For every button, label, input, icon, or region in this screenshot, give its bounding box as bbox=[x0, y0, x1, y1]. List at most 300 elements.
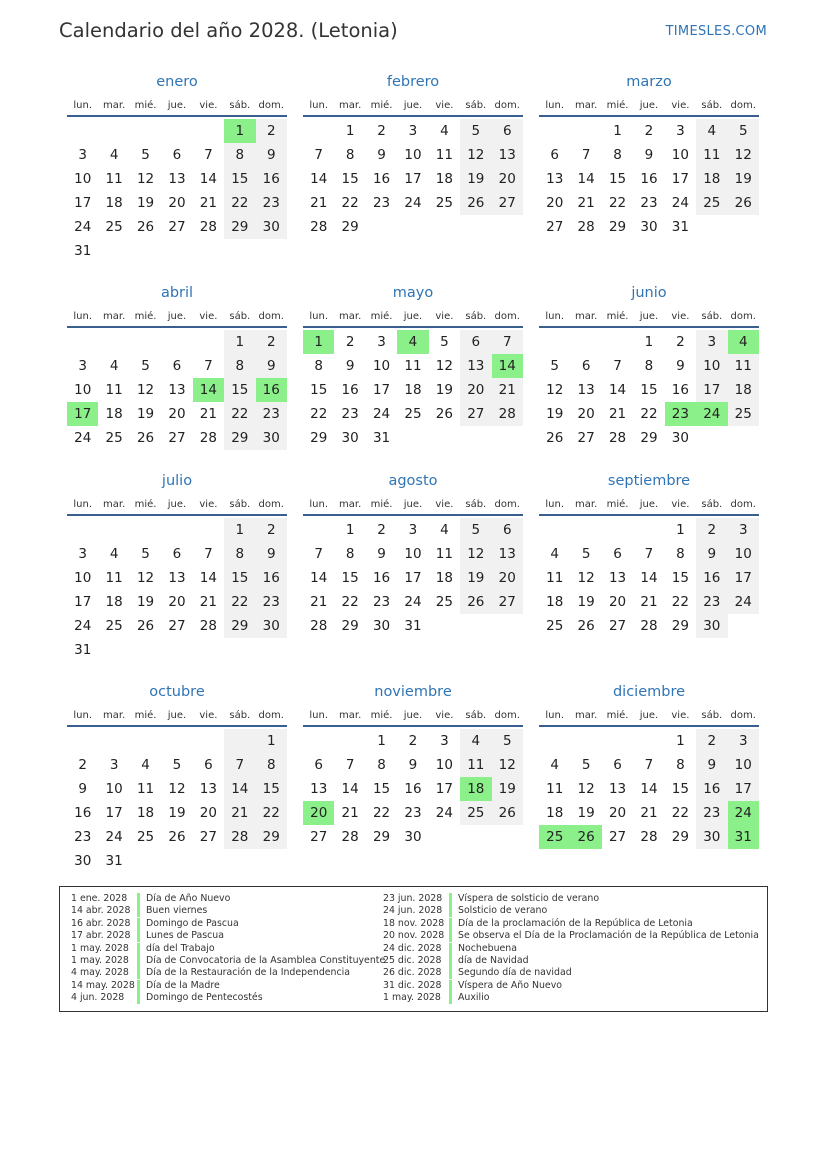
day-cell: 30 bbox=[372, 618, 391, 634]
weekday-label: vie. bbox=[671, 311, 690, 322]
day-cell: 19 bbox=[168, 805, 186, 821]
empty-cell bbox=[570, 729, 601, 753]
day-cell: 15 bbox=[310, 382, 328, 398]
empty-cell bbox=[67, 119, 98, 143]
legend-text: Día de Año Nuevo bbox=[146, 893, 231, 904]
legend-text: Solsticio de verano bbox=[458, 905, 548, 917]
day-cell: 7 bbox=[204, 358, 213, 374]
day-cell: 13 bbox=[310, 781, 328, 797]
day-cell: 20 bbox=[546, 195, 564, 211]
day-cell: 4 bbox=[109, 358, 119, 374]
day-cell: 24 bbox=[404, 594, 422, 610]
day-cell: 14 bbox=[310, 171, 328, 187]
weekday-label: mar. bbox=[103, 710, 126, 721]
day-cell: 6 bbox=[204, 757, 213, 773]
weekday-label: dom. bbox=[494, 311, 520, 322]
day-cell: 24 bbox=[435, 805, 453, 821]
day-cell: 10 bbox=[74, 382, 92, 398]
day-cell: 16 bbox=[256, 566, 287, 590]
day-cell: 8 bbox=[644, 358, 654, 374]
day-cell: 8 bbox=[676, 757, 685, 773]
day-cell: 27 bbox=[608, 829, 627, 845]
month-name: agosto bbox=[388, 473, 438, 489]
day-cell: 12 bbox=[460, 143, 491, 167]
empty-cell bbox=[193, 518, 224, 542]
holiday-day-cell: 1 bbox=[303, 330, 334, 354]
holiday-day-cell: 23 bbox=[665, 402, 696, 426]
day-cell: 30 bbox=[74, 853, 92, 869]
month-julio bbox=[67, 469, 287, 662]
legend-date: 20 nov. 2028 bbox=[383, 930, 445, 942]
day-cell: 8 bbox=[676, 546, 685, 562]
days-grid bbox=[67, 117, 287, 263]
day-cell: 17 bbox=[372, 382, 391, 398]
weekday-label: lun. bbox=[545, 499, 565, 510]
day-cell: 26 bbox=[492, 801, 523, 825]
day-cell: 1 bbox=[676, 733, 685, 749]
day-cell: 23 bbox=[341, 406, 359, 422]
day-cell: 16 bbox=[696, 777, 727, 801]
weekday-label: jue. bbox=[167, 710, 187, 721]
legend-date: 4 may. 2028 bbox=[71, 967, 129, 979]
days-grid bbox=[67, 727, 287, 873]
holiday-day-cell: 31 bbox=[728, 825, 759, 849]
day-cell: 11 bbox=[105, 382, 123, 398]
day-cell: 5 bbox=[728, 119, 759, 143]
legend-date: 14 abr. 2028 bbox=[71, 905, 131, 917]
legend-item bbox=[383, 930, 759, 942]
empty-cell bbox=[67, 330, 98, 354]
day-cell: 5 bbox=[581, 546, 591, 562]
day-cell: 21 bbox=[640, 594, 658, 610]
empty-cell bbox=[539, 119, 570, 143]
days-grid bbox=[303, 328, 523, 450]
day-cell: 3 bbox=[78, 147, 87, 163]
empty-cell bbox=[570, 119, 601, 143]
day-cell: 24 bbox=[728, 590, 759, 614]
legend-text: Se observa el Día de la Proclamación de la República de Letonia bbox=[458, 930, 759, 942]
weekday-label: jue. bbox=[403, 499, 423, 510]
empty-cell bbox=[161, 518, 192, 542]
day-cell: 13 bbox=[199, 781, 217, 797]
legend-date: 14 may. 2028 bbox=[71, 979, 135, 991]
day-cell: 19 bbox=[460, 566, 491, 590]
days-grid bbox=[539, 727, 759, 849]
day-cell: 12 bbox=[136, 570, 155, 586]
weekday-label: sáb. bbox=[465, 100, 487, 111]
legend-date: 18 nov. 2028 bbox=[383, 917, 445, 929]
legend-item bbox=[71, 992, 385, 1004]
weekday-header bbox=[67, 94, 287, 117]
day-cell: 11 bbox=[696, 143, 727, 167]
legend-text: Nochebuena bbox=[458, 942, 517, 954]
day-cell: 17 bbox=[728, 566, 759, 590]
legend-date: 23 jun. 2028 bbox=[383, 893, 443, 904]
day-cell: 5 bbox=[141, 358, 150, 374]
day-cell: 14 bbox=[577, 171, 595, 187]
empty-cell bbox=[161, 729, 192, 753]
holiday-marker bbox=[449, 943, 452, 955]
day-cell: 5 bbox=[550, 358, 559, 374]
day-cell: 15 bbox=[671, 781, 689, 797]
holiday-marker bbox=[137, 943, 140, 955]
day-cell: 10 bbox=[404, 147, 422, 163]
legend-item bbox=[383, 992, 759, 1004]
day-cell: 1 bbox=[613, 123, 622, 139]
day-cell: 25 bbox=[105, 430, 123, 446]
legend-column-left bbox=[71, 893, 385, 1005]
day-cell: 20 bbox=[168, 594, 186, 610]
day-cell: 5 bbox=[440, 334, 449, 350]
empty-cell bbox=[602, 518, 633, 542]
day-cell: 29 bbox=[341, 618, 359, 634]
day-cell: 14 bbox=[608, 382, 627, 398]
month-name: marzo bbox=[626, 74, 672, 90]
empty-cell bbox=[303, 518, 334, 542]
day-cell: 4 bbox=[550, 757, 559, 773]
weekday-label: sáb. bbox=[229, 311, 251, 322]
days-grid bbox=[539, 516, 759, 638]
weekday-label: jue. bbox=[167, 311, 187, 322]
month-octubre bbox=[67, 680, 287, 873]
day-cell: 5 bbox=[141, 147, 150, 163]
day-cell: 8 bbox=[345, 147, 355, 163]
day-cell: 22 bbox=[671, 594, 689, 610]
holiday-day-cell: 14 bbox=[193, 378, 224, 402]
weekday-label: dom. bbox=[730, 100, 756, 111]
weekday-label: lun. bbox=[309, 100, 329, 111]
day-cell: 15 bbox=[608, 171, 627, 187]
day-cell: 2 bbox=[345, 334, 355, 350]
day-cell: 20 bbox=[492, 167, 523, 191]
day-cell: 25 bbox=[546, 618, 564, 634]
day-cell: 26 bbox=[136, 219, 155, 235]
day-cell: 10 bbox=[372, 358, 391, 374]
day-cell: 27 bbox=[492, 191, 523, 215]
weekday-label: jue. bbox=[403, 100, 423, 111]
legend-date: 4 jun. 2028 bbox=[71, 992, 125, 1004]
legend-column-right bbox=[383, 893, 759, 1005]
day-cell: 27 bbox=[460, 402, 491, 426]
day-cell: 18 bbox=[728, 378, 759, 402]
weekday-label: sáb. bbox=[465, 499, 487, 510]
empty-cell bbox=[303, 729, 334, 753]
day-cell: 19 bbox=[492, 777, 523, 801]
day-cell: 7 bbox=[204, 546, 213, 562]
day-cell: 7 bbox=[314, 546, 323, 562]
day-cell: 23 bbox=[74, 829, 92, 845]
holiday-marker bbox=[137, 893, 140, 905]
day-cell: 16 bbox=[256, 167, 287, 191]
empty-cell bbox=[334, 729, 365, 753]
holiday-marker bbox=[449, 967, 452, 979]
day-cell: 23 bbox=[256, 191, 287, 215]
day-cell: 8 bbox=[613, 147, 622, 163]
day-cell: 17 bbox=[435, 781, 453, 797]
day-cell: 3 bbox=[696, 330, 727, 354]
day-cell: 6 bbox=[460, 330, 491, 354]
legend-item bbox=[71, 905, 385, 917]
legend-item bbox=[383, 955, 759, 967]
day-cell: 7 bbox=[644, 546, 654, 562]
day-cell: 2 bbox=[377, 123, 386, 139]
weekday-header bbox=[303, 493, 523, 516]
holiday-day-cell: 24 bbox=[728, 801, 759, 825]
holiday-marker bbox=[137, 967, 140, 979]
weekday-header bbox=[539, 493, 759, 516]
day-cell: 6 bbox=[172, 358, 182, 374]
day-cell: 30 bbox=[696, 825, 727, 849]
day-cell: 11 bbox=[546, 570, 564, 586]
day-cell: 30 bbox=[256, 215, 287, 239]
empty-cell bbox=[570, 518, 601, 542]
day-cell: 9 bbox=[696, 542, 727, 566]
day-cell: 30 bbox=[256, 426, 287, 450]
day-cell: 27 bbox=[199, 829, 217, 845]
day-cell: 8 bbox=[377, 757, 386, 773]
day-cell: 11 bbox=[136, 781, 155, 797]
day-cell: 26 bbox=[435, 406, 453, 422]
day-cell: 20 bbox=[577, 406, 595, 422]
day-cell: 15 bbox=[640, 382, 658, 398]
day-cell: 23 bbox=[372, 594, 391, 610]
day-cell: 11 bbox=[546, 781, 564, 797]
holiday-marker bbox=[137, 918, 140, 930]
legend-item bbox=[71, 943, 385, 955]
weekday-label: lun. bbox=[73, 710, 93, 721]
day-cell: 22 bbox=[640, 406, 658, 422]
day-cell: 4 bbox=[550, 546, 559, 562]
day-cell: 8 bbox=[224, 143, 255, 167]
day-cell: 3 bbox=[676, 123, 685, 139]
day-cell: 10 bbox=[728, 542, 759, 566]
month-noviembre bbox=[303, 680, 523, 849]
day-cell: 27 bbox=[546, 219, 564, 235]
day-cell: 10 bbox=[671, 147, 689, 163]
day-cell: 24 bbox=[74, 430, 92, 446]
day-cell: 1 bbox=[345, 123, 355, 139]
day-cell: 10 bbox=[105, 781, 123, 797]
weekday-label: mié. bbox=[134, 311, 157, 322]
weekday-label: lun. bbox=[309, 710, 329, 721]
day-cell: 5 bbox=[460, 119, 491, 143]
day-cell: 22 bbox=[224, 402, 255, 426]
empty-cell bbox=[130, 518, 161, 542]
month-name: julio bbox=[161, 473, 193, 489]
day-cell: 1 bbox=[377, 733, 386, 749]
day-cell: 3 bbox=[78, 546, 87, 562]
legend-text: Domingo de Pentecostés bbox=[146, 992, 263, 1004]
day-cell: 16 bbox=[404, 781, 422, 797]
legend-item bbox=[71, 955, 385, 967]
day-cell: 28 bbox=[224, 825, 255, 849]
day-cell: 9 bbox=[377, 147, 386, 163]
month-name: mayo bbox=[392, 285, 434, 301]
legend-text: Lunes de Pascua bbox=[146, 930, 224, 942]
holiday-marker bbox=[449, 918, 452, 930]
day-cell: 19 bbox=[460, 167, 491, 191]
day-cell: 20 bbox=[168, 406, 186, 422]
legend-item bbox=[383, 918, 759, 930]
day-cell: 10 bbox=[404, 546, 422, 562]
weekday-header bbox=[67, 704, 287, 727]
day-cell: 9 bbox=[644, 147, 654, 163]
day-cell: 1 bbox=[224, 518, 255, 542]
day-cell: 14 bbox=[341, 781, 359, 797]
day-cell: 13 bbox=[492, 542, 523, 566]
empty-cell bbox=[193, 119, 224, 143]
legend-text: Domingo de Pascua bbox=[146, 917, 239, 929]
day-cell: 19 bbox=[728, 167, 759, 191]
holiday-day-cell: 14 bbox=[492, 354, 523, 378]
day-cell: 13 bbox=[168, 382, 186, 398]
empty-cell bbox=[98, 330, 129, 354]
weekday-label: vie. bbox=[671, 100, 690, 111]
day-cell: 21 bbox=[492, 378, 523, 402]
day-cell: 30 bbox=[256, 614, 287, 638]
day-cell: 6 bbox=[492, 119, 523, 143]
legend-date: 1 may. 2028 bbox=[71, 954, 129, 966]
day-cell: 3 bbox=[78, 358, 87, 374]
day-cell: 26 bbox=[136, 618, 155, 634]
day-cell: 3 bbox=[728, 518, 759, 542]
day-cell: 15 bbox=[341, 171, 359, 187]
day-cell: 31 bbox=[74, 243, 92, 259]
empty-cell bbox=[224, 729, 255, 753]
day-cell: 24 bbox=[74, 618, 92, 634]
empty-cell bbox=[67, 729, 98, 753]
day-cell: 16 bbox=[671, 382, 689, 398]
day-cell: 22 bbox=[224, 191, 255, 215]
day-cell: 23 bbox=[256, 402, 287, 426]
day-cell: 23 bbox=[372, 195, 391, 211]
day-cell: 10 bbox=[696, 354, 727, 378]
weekday-label: dom. bbox=[258, 311, 284, 322]
day-cell: 6 bbox=[550, 147, 559, 163]
day-cell: 2 bbox=[256, 518, 287, 542]
day-cell: 22 bbox=[671, 805, 689, 821]
legend-item bbox=[383, 943, 759, 955]
legend-date: 24 dic. 2028 bbox=[383, 942, 442, 954]
day-cell: 25 bbox=[404, 406, 422, 422]
holiday-day-cell: 1 bbox=[224, 119, 255, 143]
day-cell: 22 bbox=[224, 590, 255, 614]
holiday-day-cell: 24 bbox=[696, 402, 727, 426]
holiday-day-cell: 4 bbox=[728, 330, 759, 354]
day-cell: 21 bbox=[224, 801, 255, 825]
holiday-marker bbox=[137, 955, 140, 967]
month-septiembre bbox=[539, 469, 759, 638]
day-cell: 15 bbox=[341, 570, 359, 586]
weekday-header bbox=[67, 493, 287, 516]
day-cell: 1 bbox=[676, 522, 685, 538]
weekday-label: jue. bbox=[403, 311, 423, 322]
day-cell: 21 bbox=[310, 594, 328, 610]
day-cell: 17 bbox=[671, 171, 689, 187]
weekday-label: vie. bbox=[435, 100, 454, 111]
day-cell: 6 bbox=[581, 358, 591, 374]
weekday-label: jue. bbox=[403, 710, 423, 721]
holiday-marker bbox=[449, 955, 452, 967]
day-cell: 13 bbox=[577, 382, 595, 398]
empty-cell bbox=[98, 518, 129, 542]
day-cell: 29 bbox=[256, 825, 287, 849]
day-cell: 6 bbox=[314, 757, 323, 773]
day-cell: 28 bbox=[310, 618, 328, 634]
empty-cell bbox=[633, 729, 664, 753]
day-cell: 12 bbox=[460, 542, 491, 566]
day-cell: 29 bbox=[372, 829, 391, 845]
day-cell: 2 bbox=[696, 729, 727, 753]
legend-item bbox=[383, 980, 759, 992]
day-cell: 15 bbox=[671, 570, 689, 586]
day-cell: 16 bbox=[372, 171, 391, 187]
weekday-label: sáb. bbox=[229, 100, 251, 111]
weekday-label: mié. bbox=[606, 710, 629, 721]
empty-cell bbox=[98, 119, 129, 143]
weekday-label: vie. bbox=[199, 100, 218, 111]
day-cell: 21 bbox=[199, 594, 217, 610]
empty-cell bbox=[539, 330, 570, 354]
day-cell: 24 bbox=[671, 195, 689, 211]
days-grid bbox=[539, 328, 759, 450]
day-cell: 3 bbox=[728, 729, 759, 753]
month-name: enero bbox=[156, 74, 198, 90]
day-cell: 15 bbox=[224, 167, 255, 191]
day-cell: 13 bbox=[168, 171, 186, 187]
weekday-label: vie. bbox=[671, 710, 690, 721]
day-cell: 26 bbox=[136, 430, 155, 446]
weekday-label: jue. bbox=[167, 499, 187, 510]
weekday-label: mar. bbox=[103, 499, 126, 510]
weekday-label: mié. bbox=[606, 499, 629, 510]
brand-link[interactable]: TIMESLES.COM bbox=[665, 24, 767, 39]
day-cell: 6 bbox=[613, 757, 622, 773]
holiday-marker bbox=[137, 980, 140, 992]
weekday-label: dom. bbox=[494, 100, 520, 111]
day-cell: 10 bbox=[728, 753, 759, 777]
weekday-label: sáb. bbox=[229, 710, 251, 721]
day-cell: 5 bbox=[141, 546, 150, 562]
legend-text: Segundo día de navidad bbox=[458, 967, 572, 979]
day-cell: 22 bbox=[341, 594, 359, 610]
weekday-label: dom. bbox=[730, 311, 756, 322]
holiday-marker bbox=[449, 905, 452, 917]
day-cell: 13 bbox=[168, 570, 186, 586]
day-cell: 4 bbox=[109, 546, 119, 562]
day-cell: 11 bbox=[460, 753, 491, 777]
day-cell: 19 bbox=[136, 594, 155, 610]
weekday-label: dom. bbox=[258, 100, 284, 111]
weekday-label: sáb. bbox=[701, 710, 723, 721]
weekday-label: dom. bbox=[258, 499, 284, 510]
weekday-label: mié. bbox=[370, 311, 393, 322]
holiday-marker bbox=[137, 905, 140, 917]
day-cell: 8 bbox=[256, 753, 287, 777]
day-cell: 18 bbox=[105, 195, 123, 211]
weekday-label: sáb. bbox=[701, 311, 723, 322]
day-cell: 19 bbox=[136, 195, 155, 211]
day-cell: 17 bbox=[404, 570, 422, 586]
day-cell: 19 bbox=[546, 406, 564, 422]
day-cell: 29 bbox=[608, 219, 627, 235]
month-name: diciembre bbox=[612, 684, 686, 700]
day-cell: 16 bbox=[74, 805, 92, 821]
day-cell: 8 bbox=[314, 358, 323, 374]
day-cell: 24 bbox=[372, 406, 391, 422]
day-cell: 30 bbox=[341, 430, 359, 446]
day-cell: 12 bbox=[728, 143, 759, 167]
